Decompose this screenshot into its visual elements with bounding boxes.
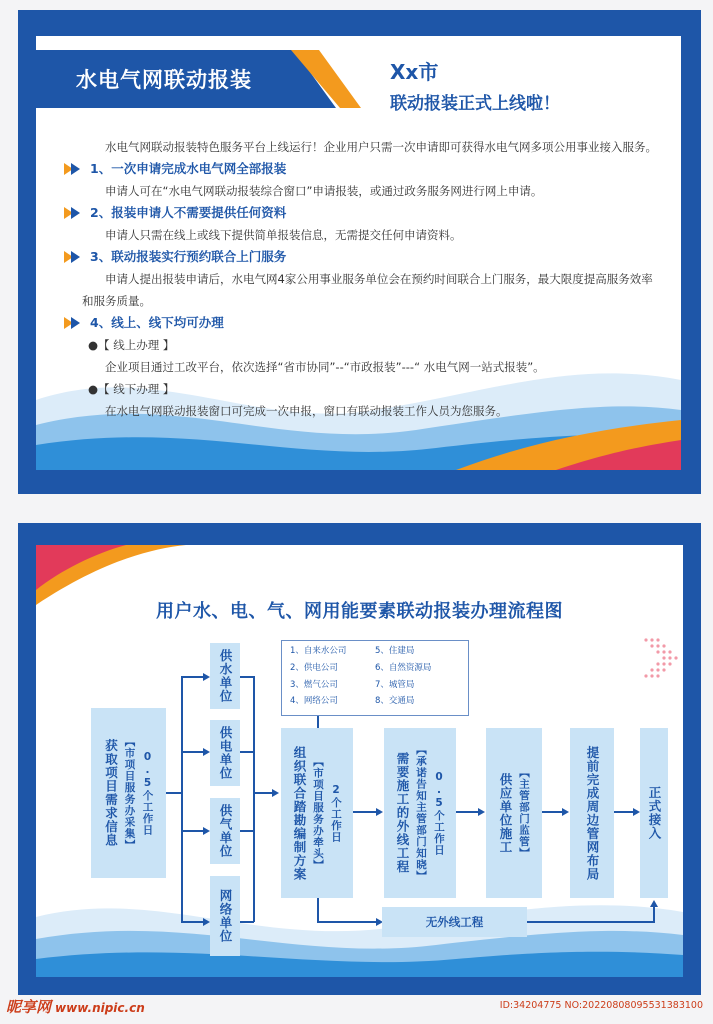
announcement-content	[36, 36, 681, 470]
step-main-text: 需要施工的外线工程	[395, 752, 410, 874]
step-note-text: 【主管部门监管】	[518, 767, 530, 859]
connector-line	[166, 792, 182, 794]
offline-text: 在水电气网联动报装窗口可完成一次申报，窗口有联动报装工作人员为您服务。	[105, 404, 508, 418]
step-outer-works	[384, 728, 456, 898]
flowchart-content	[36, 545, 683, 977]
section-heading-text: 3、联动报装实行预约联合上门服务	[90, 249, 287, 264]
connector-line	[253, 792, 273, 794]
connector-line	[240, 751, 254, 753]
connector-line	[181, 751, 205, 753]
step-pipe-network	[570, 728, 614, 898]
section-body-3: 申请人提出报装申请后，水电气网4家公用事业服务单位会在预约时间联合上门服务，最大限度提高服务效率和服务质量。	[82, 272, 653, 308]
chevron-icon	[71, 317, 80, 329]
chevron-icon	[71, 163, 80, 175]
connector-line	[317, 921, 377, 923]
dots-decoration	[641, 630, 683, 690]
unit-power	[210, 720, 240, 786]
step-official-connection	[640, 728, 668, 898]
image-id: ID:34204775 NO:20220808095531383100	[499, 1000, 703, 1011]
arrow-icon	[562, 808, 569, 816]
legend-item: 4、网络公司	[290, 696, 338, 707]
connector-line	[240, 921, 254, 923]
legend-item: 5、住建局	[375, 646, 415, 656]
connector-line	[317, 898, 319, 922]
arrow-icon	[650, 900, 658, 907]
unit-label: 网络单位	[218, 889, 233, 943]
connector-line	[353, 811, 377, 813]
offline-label: ●【 线下办理 】	[88, 382, 175, 396]
connector-line	[317, 716, 319, 728]
launch-headline: 联动报装正式上线啦！	[390, 94, 560, 114]
step-time-text: 2个工作日	[330, 783, 342, 843]
arrow-icon	[203, 673, 210, 681]
legend-item: 1、自来水公司	[290, 646, 347, 656]
chevron-icon	[71, 207, 80, 219]
flowchart-title: 用户水、电、气、网用能要素联动报装办理流程图	[156, 601, 563, 622]
unit-label: 供气单位	[218, 804, 233, 858]
legend-item: 8、交通局	[375, 696, 415, 707]
step-main-text: 获取项目需求信息	[103, 739, 119, 847]
legend-item: 2、供电公司	[290, 662, 338, 673]
connector-line	[181, 921, 205, 923]
no-outer-works: 无外线工程	[382, 907, 527, 937]
announcement-body	[82, 136, 657, 422]
section-heading-text: 2、报装申请人不需要提供任何资料	[90, 205, 287, 220]
section-heading-text: 4、线上、线下均可办理	[90, 315, 224, 330]
online-text: 企业项目通过工改平台，依次选择“省市协同”--“市政报装”---“ 水电气网一站式报装”。	[105, 360, 545, 374]
unit-gas	[210, 798, 240, 864]
headline	[390, 56, 560, 114]
arrow-icon	[203, 748, 210, 756]
logo-url: www.nipic.cn	[55, 1001, 145, 1015]
logo-text: 昵享网	[6, 998, 52, 1016]
online-label: ●【 线上办理 】	[88, 338, 175, 352]
section-heading-text: 1、一次申请完成水电气网全部报装	[90, 161, 287, 176]
unit-label: 供水单位	[218, 649, 233, 703]
connector-line	[181, 830, 205, 832]
step-main-text: 正式接入	[647, 786, 662, 840]
arrow-icon	[478, 808, 485, 816]
step-joint-survey	[281, 728, 353, 898]
section-heading-2	[64, 202, 657, 224]
connector-line	[527, 921, 654, 923]
unit-water	[210, 643, 240, 709]
connector-line	[253, 676, 255, 922]
step-main-text: 组织联合踏勘编制方案	[292, 745, 307, 881]
step-main-text: 提前完成周边管网布局	[585, 745, 600, 881]
connector-line	[240, 830, 254, 832]
connector-line	[240, 676, 254, 678]
city-label: Xx市	[390, 60, 439, 84]
legend-item: 6、自然资源局	[375, 662, 432, 673]
unit-label: 供电单位	[218, 726, 233, 780]
announcement-panel	[18, 10, 701, 494]
connector-line	[456, 811, 479, 813]
step-time-text: 0.5个工作日	[141, 750, 154, 836]
panel-title: 水电气网联动报装	[76, 68, 252, 92]
arrow-icon	[272, 789, 279, 797]
section-body-2: 申请人只需在线上或线下提供简单报装信息，无需提交任何申请资料。	[105, 228, 462, 242]
connector-line	[614, 811, 634, 813]
legend-item: 7、城管局	[375, 679, 415, 690]
section-heading-3	[64, 246, 657, 268]
connector-line	[542, 811, 563, 813]
connector-line	[181, 676, 205, 678]
arrow-icon	[203, 918, 210, 926]
step-supplier-construction	[486, 728, 542, 898]
section-heading-1	[64, 158, 657, 180]
arrow-icon	[203, 827, 210, 835]
arrow-icon	[376, 808, 383, 816]
arrow-icon	[633, 808, 640, 816]
step-note-text: 【市项目服务办牵头】	[312, 755, 324, 871]
legend-item: 3、燃气公司	[290, 679, 338, 690]
step-time-text: 0.5个工作日	[433, 770, 445, 856]
step-note-text: 【承诺告知主管部门知晓】	[415, 744, 427, 882]
watermark-logo	[6, 996, 145, 1017]
connector-line	[653, 907, 655, 923]
section-heading-4	[64, 312, 657, 334]
section-body-1: 申请人可在“水电气网联动报装综合窗口”申请报装，或通过政务服务网进行网上申请。	[105, 184, 543, 198]
connector-line	[181, 676, 183, 922]
chevron-icon	[71, 251, 80, 263]
unit-network	[210, 876, 240, 956]
step-collect-info	[91, 708, 166, 878]
step-note-text: 【市项目服务办采集】	[123, 735, 136, 851]
agency-legend	[281, 640, 469, 716]
intro-text: 水电气网联动报装特色服务平台上线运行！企业用户只需一次申请即可获得水电气网多项公用事业接入服务。	[105, 140, 657, 154]
corner-decoration	[36, 545, 186, 605]
step-main-text: 供应单位施工	[498, 772, 513, 854]
flowchart-panel	[18, 523, 701, 995]
